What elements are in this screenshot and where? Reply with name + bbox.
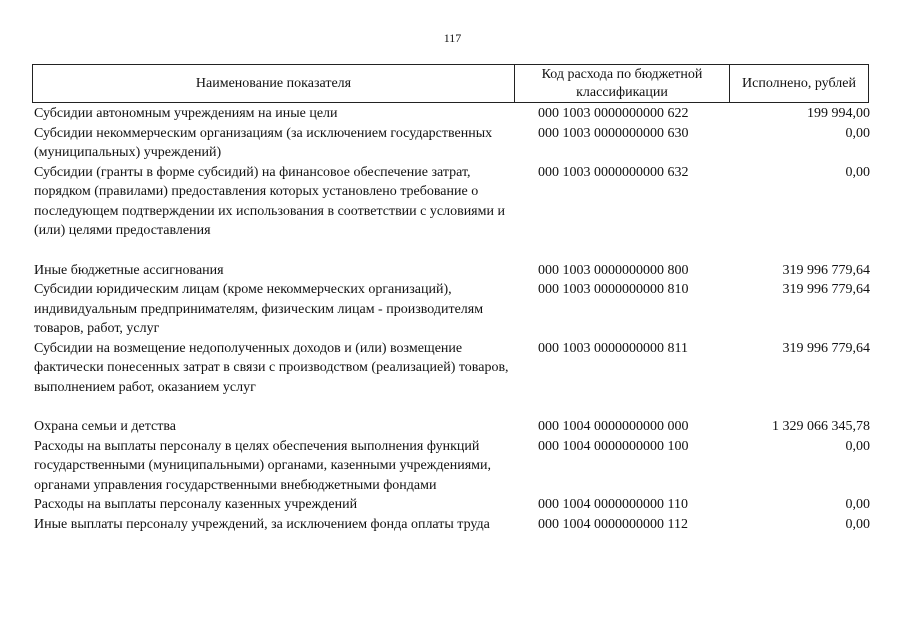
column-header-amount: Исполнено, рублей	[742, 75, 856, 91]
row-amount: 0,00	[845, 516, 870, 532]
table-row	[34, 124, 870, 163]
row-amount: 0,00	[845, 497, 870, 512]
row-name: Субсидии некоммерческим организациям (за исключением государственных (муниципальных) учреждений)	[34, 125, 493, 160]
table-row	[34, 261, 870, 281]
row-name: Иные выплаты персоналу учреждений, за исключением фонда оплаты труда	[34, 516, 490, 532]
row-name: Субсидии автономным учреждениям на иные цели	[34, 106, 338, 121]
row-amount: 319 996 779,64	[782, 340, 870, 356]
row-name: Иные бюджетные ассигнования	[34, 262, 224, 278]
column-header-code: Код расхода по бюджетной классификации	[515, 65, 730, 102]
table-row	[34, 163, 870, 241]
row-amount: 0,00	[845, 438, 870, 454]
table-row	[34, 495, 870, 515]
row-code: 000 1003 0000000000 632	[538, 164, 689, 180]
row-name: Субсидии юридическим лицам (кроме некоммерческих организаций), индивидуальным предпринимателям, физическим лицам - производителям товаров, работ, услуг	[34, 282, 484, 336]
table-row	[34, 339, 870, 398]
row-code: 000 1004 0000000000 000	[538, 419, 689, 434]
row-amount: 0,00	[845, 164, 870, 180]
table-row	[34, 515, 870, 535]
table-row	[34, 104, 870, 124]
row-amount: 199 994,00	[807, 106, 870, 121]
row-name: Охрана семьи и детства	[34, 419, 176, 434]
row-name: Расходы на выплаты персоналу казенных учреждений	[34, 497, 358, 512]
row-code: 000 1003 0000000000 622	[538, 106, 689, 121]
row-amount: 1 329 066 345,78	[772, 419, 870, 434]
row-code: 000 1003 0000000000 810	[538, 282, 689, 297]
row-name: Расходы на выплаты персоналу в целях обеспечения выполнения функций государственными (муниципальными) органами, казенными учреждениями, органами управления государственными внебюджетными фондами	[34, 438, 491, 493]
row-code: 000 1004 0000000000 112	[538, 516, 688, 532]
row-code: 000 1003 0000000000 630	[538, 125, 689, 141]
column-header-name: Наименование показателя	[33, 65, 515, 102]
row-amount: 319 996 779,64	[782, 282, 870, 297]
section-spacer	[34, 241, 870, 261]
table-row	[34, 417, 870, 437]
row-code: 000 1004 0000000000 100	[538, 438, 689, 454]
page-number: 117	[443, 31, 462, 45]
row-name: Субсидии (гранты в форме субсидий) на финансовое обеспечение затрат, порядком (правилами) предоставления которых установлено требование о последующем подтверждении их использования в соответствии с условиями и (или) целями предоставления	[34, 164, 505, 238]
section-spacer	[34, 397, 870, 417]
table-row	[34, 280, 870, 339]
table-row	[34, 437, 870, 496]
row-code: 000 1003 0000000000 811	[538, 340, 688, 356]
table-body	[34, 104, 870, 534]
row-amount: 319 996 779,64	[782, 262, 870, 278]
row-code: 000 1003 0000000000 800	[538, 262, 689, 278]
table-header	[32, 64, 869, 103]
row-amount: 0,00	[845, 125, 870, 141]
row-code: 000 1004 0000000000 110	[538, 497, 688, 512]
row-name: Субсидии на возмещение недополученных доходов и (или) возмещение фактически понесенных затрат в связи с производством (реализацией) товаров, выполнением работ, оказанием услуг	[34, 340, 509, 395]
